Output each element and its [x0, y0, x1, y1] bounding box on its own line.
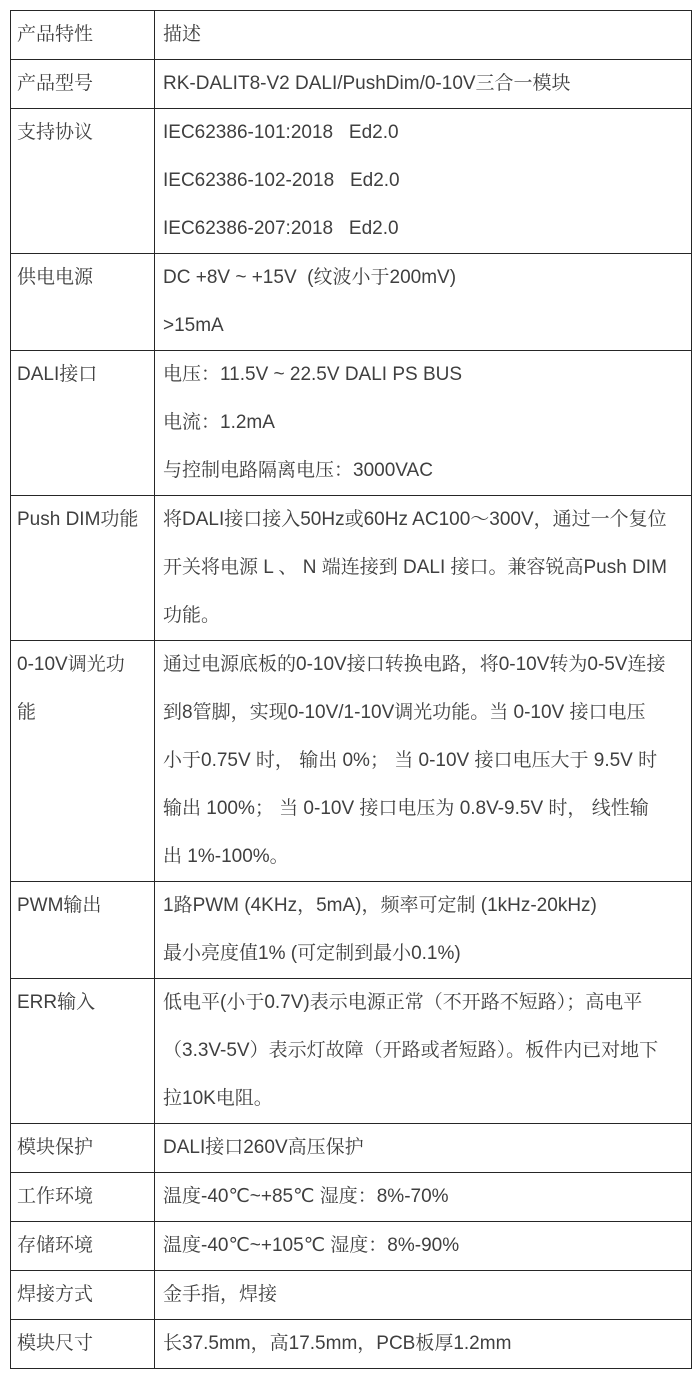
- feature-label: 工作环境: [17, 1186, 94, 1207]
- table-row-power-supply: [11, 254, 692, 351]
- feature-cell: [11, 979, 155, 1124]
- desc-line: 开关将电源 L 、 N 端连接到 DALI 接口。兼容锐高Push DIM: [163, 557, 667, 578]
- desc-line: IEC62386-207:2018 Ed2.0: [163, 218, 399, 239]
- desc-line: 与控制电路隔离电压：3000VAC: [163, 460, 433, 481]
- table-row-operating-environment: [11, 1173, 692, 1222]
- table-row-pwm-output: [11, 882, 692, 979]
- feature-cell: [11, 882, 155, 979]
- desc-cell: [155, 641, 692, 882]
- desc-line: 出 1%-100%。: [163, 846, 289, 867]
- desc-cell: [155, 1124, 692, 1173]
- desc-line: >15mA: [163, 315, 224, 336]
- feature-label: DALI接口: [17, 364, 98, 385]
- feature-label: Push DIM功能: [17, 509, 139, 530]
- feature-cell: [11, 351, 155, 496]
- table-row-soldering-method: [11, 1271, 692, 1320]
- desc-cell: [155, 1173, 692, 1222]
- feature-cell: [11, 60, 155, 109]
- feature-label: 能: [17, 702, 37, 723]
- table-row-push-dim: [11, 496, 692, 641]
- desc-line: 电压：11.5V ~ 22.5V DALI PS BUS: [163, 364, 463, 385]
- desc-line: 通过电源底板的0-10V接口转换电路，将0-10V转为0-5V连接: [163, 654, 666, 675]
- desc-line: 小于0.75V 时， 输出 0%； 当 0-10V 接口电压大于 9.5V 时: [163, 750, 658, 771]
- desc-cell: [155, 109, 692, 254]
- feature-label: 模块保护: [17, 1137, 94, 1158]
- desc-line: IEC62386-101:2018 Ed2.0: [163, 122, 399, 143]
- table-row-err-input: [11, 979, 692, 1124]
- table-row-model: [11, 60, 692, 109]
- desc-header-cell: [155, 11, 692, 60]
- feature-label: ERR输入: [17, 992, 96, 1013]
- feature-cell: [11, 1124, 155, 1173]
- table-row-0-10v-dimming: [11, 641, 692, 882]
- desc-line: 拉10K电阻。: [163, 1088, 273, 1109]
- desc-line: 低电平(小于0.7V)表示电源正常（不开路不短路）；高电平: [163, 992, 643, 1013]
- desc-cell: [155, 1222, 692, 1271]
- desc-line: 输出 100%； 当 0-10V 接口电压为 0.8V-9.5V 时， 线性输: [163, 798, 649, 819]
- feature-label: 存储环境: [17, 1235, 94, 1256]
- desc-cell: [155, 979, 692, 1124]
- desc-cell: [155, 882, 692, 979]
- feature-label: 产品型号: [17, 73, 94, 94]
- desc-line: IEC62386-102-2018 Ed2.0: [163, 170, 400, 191]
- desc-line: 功能。: [163, 605, 221, 626]
- feature-cell: [11, 1320, 155, 1369]
- desc-cell: [155, 1271, 692, 1320]
- desc-line: 最小亮度值1% (可定制到最小0.1%): [163, 943, 461, 964]
- feature-header-label: 产品特性: [17, 24, 94, 45]
- desc-line: 温度-40℃~+85℃ 湿度：8%-70%: [163, 1186, 449, 1207]
- table-row-header: [11, 11, 692, 60]
- desc-cell: [155, 60, 692, 109]
- feature-label: 焊接方式: [17, 1284, 94, 1305]
- table-row-storage-environment: [11, 1222, 692, 1271]
- desc-line: RK-DALIT8-V2 DALI/PushDim/0-10V三合一模块: [163, 73, 571, 94]
- feature-cell: [11, 496, 155, 641]
- feature-cell: [11, 1271, 155, 1320]
- table-row-dali-interface: [11, 351, 692, 496]
- desc-cell: [155, 351, 692, 496]
- feature-cell: [11, 254, 155, 351]
- desc-line: 电流：1.2mA: [163, 412, 275, 433]
- feature-cell: [11, 641, 155, 882]
- desc-line: 金手指，焊接: [163, 1284, 278, 1305]
- desc-line: 长37.5mm，高17.5mm，PCB板厚1.2mm: [163, 1333, 512, 1354]
- feature-label: 供电电源: [17, 267, 94, 288]
- desc-line: 将DALI接口接入50Hz或60Hz AC100～300V，通过一个复位: [163, 509, 667, 530]
- table-row-protocols: [11, 109, 692, 254]
- feature-label: PWM输出: [17, 895, 102, 916]
- desc-line: DC +8V ~ +15V (纹波小于200mV): [163, 267, 457, 288]
- desc-line: （3.3V-5V）表示灯故障（开路或者短路）。板件内已对地下: [163, 1040, 659, 1061]
- desc-line: DALI接口260V高压保护: [163, 1137, 364, 1158]
- desc-cell: [155, 254, 692, 351]
- desc-line: 1路PWM (4KHz，5mA)，频率可定制 (1kHz-20kHz): [163, 895, 597, 916]
- feature-label: 支持协议: [17, 122, 94, 143]
- desc-line: 到8管脚，实现0-10V/1-10V调光功能。当 0-10V 接口电压: [163, 702, 646, 723]
- table-row-module-protection: [11, 1124, 692, 1173]
- desc-cell: [155, 496, 692, 641]
- feature-cell: [11, 109, 155, 254]
- feature-label: 模块尺寸: [17, 1333, 94, 1354]
- table-row-module-dimensions: [11, 1320, 692, 1369]
- feature-label: 0-10V调光功: [17, 654, 125, 675]
- desc-cell: [155, 1320, 692, 1369]
- feature-cell: [11, 1173, 155, 1222]
- feature-header-cell: [11, 11, 155, 60]
- feature-cell: [11, 1222, 155, 1271]
- desc-line: 温度-40℃~+105℃ 湿度：8%-90%: [163, 1235, 460, 1256]
- product-spec-table: [10, 10, 692, 1369]
- desc-header-label: 描述: [163, 24, 202, 45]
